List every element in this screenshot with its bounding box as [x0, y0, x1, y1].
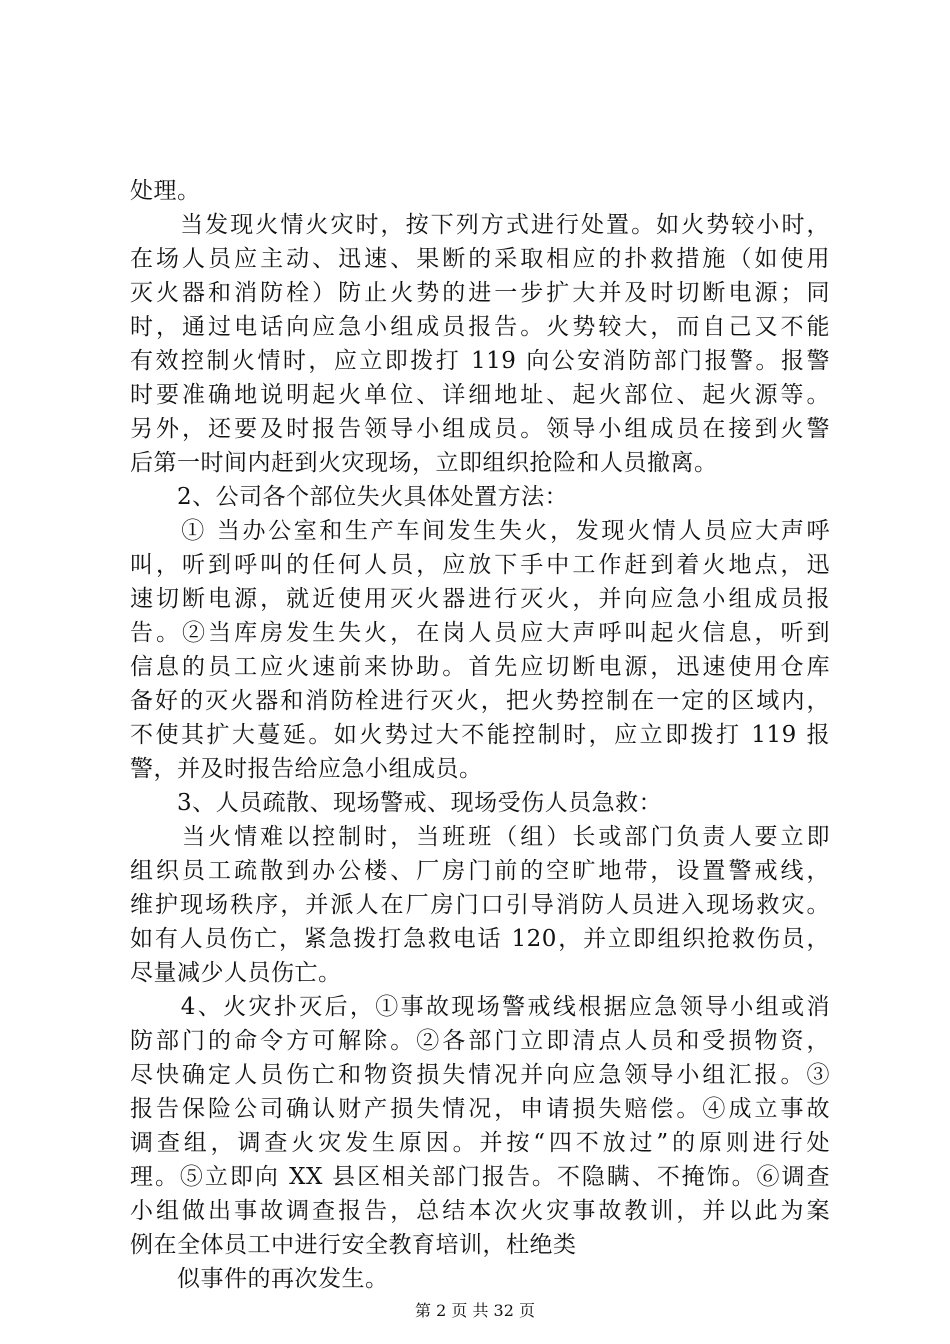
text-line: 调查组，调查火灾发生原因。并按“四不放过”的原则进行处: [130, 1130, 830, 1156]
text-line: 报告保险公司确认财产损失情况，申请损失赔偿。④成立事故: [130, 1096, 830, 1122]
text-line: 后第一时间内赶到火灾现场，立即组织抢险和人员撤离。: [130, 450, 718, 476]
text-line: 当发现火情火灾时，按下列方式进行处置。如火势较小时，: [130, 212, 830, 238]
text-line: 在场人员应主动、迅速、果断的采取相应的扑救措施（如使用: [130, 246, 830, 272]
text-line: 叫，听到呼叫的任何人员，应放下手中工作赶到着火地点，迅: [130, 552, 830, 578]
text-line: 告。②当库房发生失火，在岗人员应大声呼叫起火信息，听到: [130, 620, 830, 646]
text-line: 例在全体员工中进行安全教育培训，杜绝类: [130, 1232, 577, 1258]
text-line: 有效控制火情时，应立即拨打 119 向公安消防部门报警。报警: [130, 348, 830, 374]
text-line: 组织员工疏散到办公楼、厂房门前的空旷地带，设置警戒线，: [130, 858, 830, 884]
text-line: 似事件的再次发生。: [130, 1266, 389, 1292]
text-line: 维护现场秩序，并派人在厂房门口引导消防人员进入现场救灾。: [130, 892, 830, 918]
text-line: 理。⑤立即向 XX 县区相关部门报告。不隐瞒、不掩饰。⑥调查: [130, 1164, 830, 1190]
text-line: 速切断电源，就近使用灭火器进行灭火，并向应急小组成员报: [130, 586, 830, 612]
text-line: 时要准确地说明起火单位、详细地址、起火部位、起火源等。: [130, 382, 830, 408]
text-line: ① 当办公室和生产车间发生失火，发现火情人员应大声呼: [130, 518, 830, 544]
section-heading: 2、公司各个部位失火具体处置方法：: [130, 484, 569, 510]
text-line: 不使其扩大蔓延。如火势过大不能控制时，应立即拨打 119 报: [130, 722, 830, 748]
text-line: 警，并及时报告给应急小组成员。: [130, 756, 483, 782]
text-line: 处理。: [130, 178, 201, 204]
text-line: 灭火器和消防栓）防止火势的进一步扩大并及时切断电源；同: [130, 280, 830, 306]
text-line: 防部门的命令方可解除。②各部门立即清点人员和受损物资，: [130, 1028, 830, 1054]
text-line: 4、火灾扑灭后，①事故现场警戒线根据应急领导小组或消: [130, 994, 830, 1020]
section-heading: 3、人员疏散、现场警戒、现场受伤人员急救：: [130, 790, 663, 816]
text-line: 尽量减少人员伤亡。: [130, 960, 342, 986]
text-line: 如有人员伤亡，紧急拨打急救电话 120，并立即组织抢救伤员，: [130, 926, 830, 952]
text-line: 小组做出事故调查报告，总结本次火灾事故教训，并以此为案: [130, 1198, 830, 1224]
page-footer: 第 2 页 共 32 页: [415, 1301, 535, 1320]
text-line: 尽快确定人员伤亡和物资损失情况并向应急领导小组汇报。③: [130, 1062, 830, 1088]
text-line: 备好的灭火器和消防栓进行灭火，把火势控制在一定的区域内，: [130, 688, 830, 714]
text-line: 当火情难以控制时，当班班（组）长或部门负责人要立即: [130, 824, 830, 850]
text-line: 时，通过电话向应急小组成员报告。火势较大，而自己又不能: [130, 314, 830, 340]
text-line: 信息的员工应火速前来协助。首先应切断电源，迅速使用仓库: [130, 654, 830, 680]
text-line: 另外，还要及时报告领导小组成员。领导小组成员在接到火警: [130, 416, 830, 442]
